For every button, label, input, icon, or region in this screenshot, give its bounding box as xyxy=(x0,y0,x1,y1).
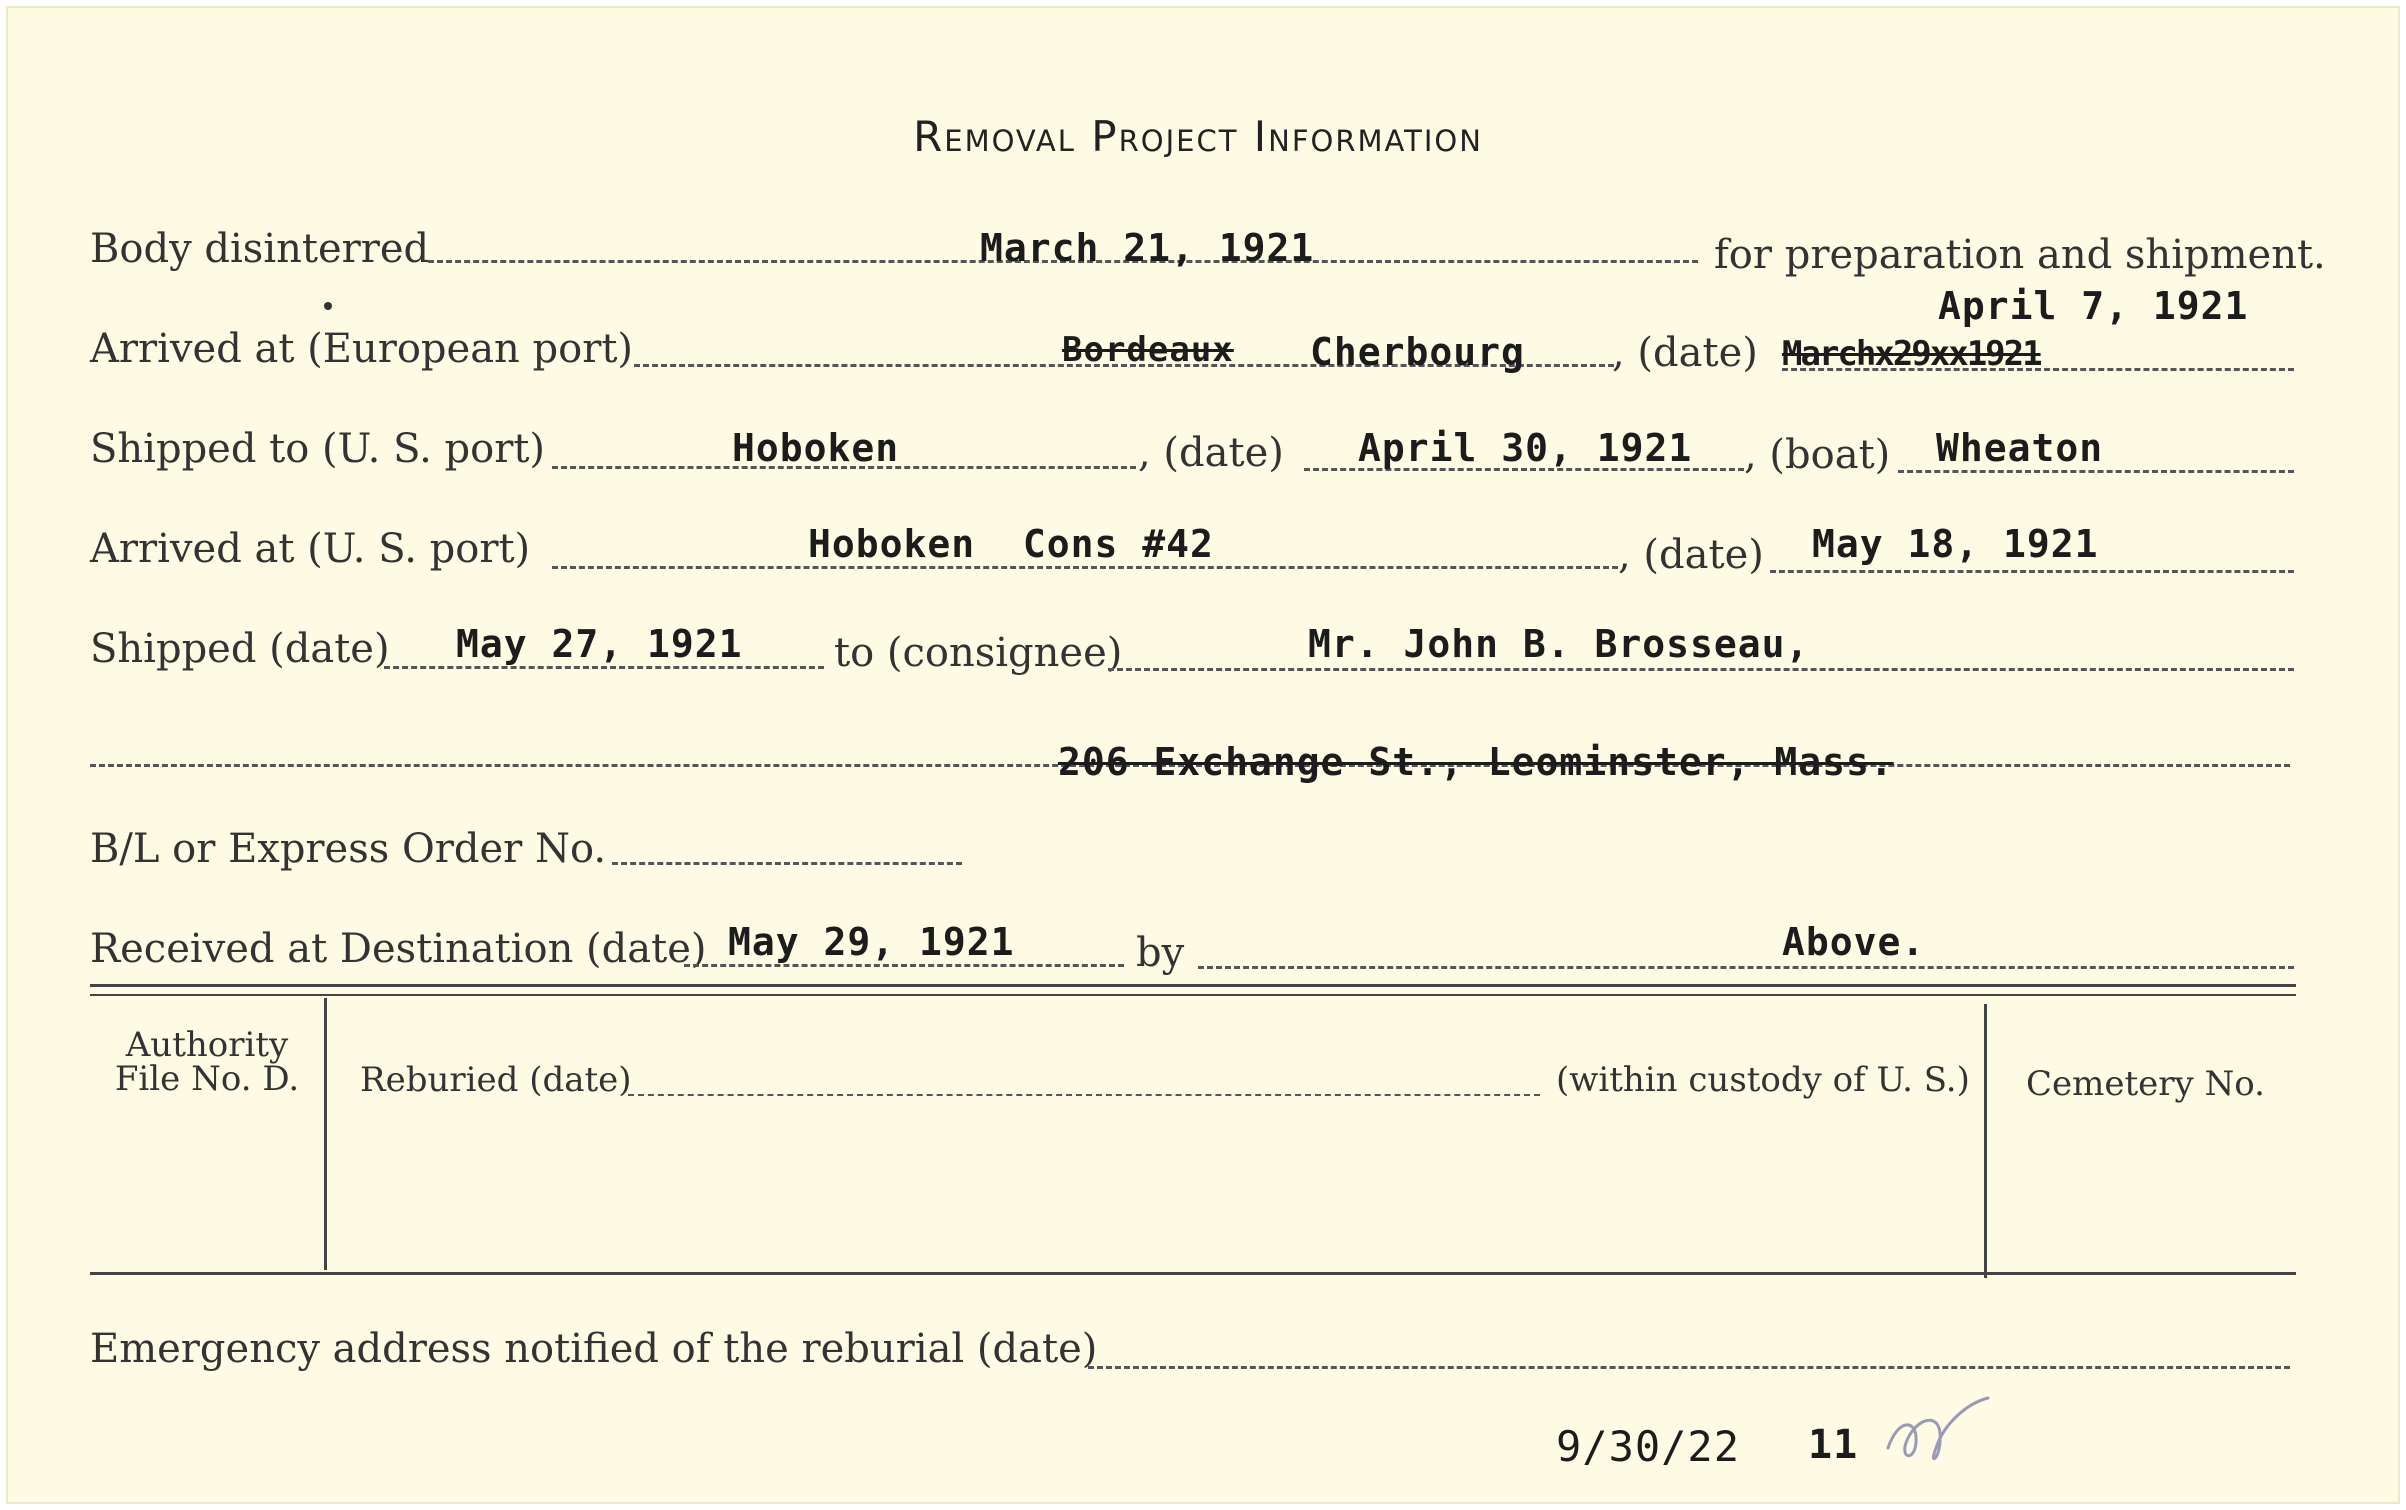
boat-line xyxy=(1898,470,2294,473)
box-divider-right xyxy=(1984,1004,1987,1278)
arrived-european-date-struck: Marchx29xx1921 xyxy=(1782,334,2041,374)
bottom-rule xyxy=(90,1272,2296,1275)
arrived-european-date-label: , (date) xyxy=(1612,330,1758,376)
by-line xyxy=(1198,966,2294,969)
box-divider-left xyxy=(324,998,327,1270)
by-value: Above. xyxy=(1782,920,1926,964)
arrived-european-date-value: April 7, 1921 xyxy=(1938,284,2249,328)
shipped-date-label: , (date) xyxy=(1138,430,1284,476)
received-label: Received at Destination (date) xyxy=(90,926,707,972)
emergency-line xyxy=(1088,1366,2290,1369)
record-card xyxy=(6,6,2400,1504)
body-disinterred-label: Body disinterred xyxy=(90,226,430,272)
shipped-label: Shipped (date) xyxy=(90,626,390,672)
footer-number: 11 xyxy=(1808,1422,1859,1468)
reburied-line xyxy=(628,1094,1540,1096)
consignee-label: to (consignee) xyxy=(834,630,1123,676)
boat-value: Wheaton xyxy=(1936,426,2104,470)
ink-dot xyxy=(324,302,332,310)
shipped-us-port-label: Shipped to (U. S. port) xyxy=(90,426,545,472)
consignee-line xyxy=(1108,668,2294,671)
consignee-value: Mr. John B. Brosseau, xyxy=(1308,622,1810,666)
received-value: May 29, 1921 xyxy=(728,920,1015,964)
arrived-us-date-label: , (date) xyxy=(1618,532,1764,578)
arrived-us-port-line xyxy=(552,566,1618,569)
by-label: by xyxy=(1136,930,1185,976)
footer-date: 9/30/22 xyxy=(1556,1422,1741,1471)
form-title: Removal Project Information xyxy=(913,112,1483,161)
authority-line1: Authority xyxy=(125,1025,289,1065)
bl-label: B/L or Express Order No. xyxy=(90,826,607,872)
shipped-value: May 27, 1921 xyxy=(456,622,743,666)
top-rule-1 xyxy=(90,984,2296,987)
cemetery-label: Cemetery No. xyxy=(2026,1064,2265,1104)
shipped-us-port-value: Hoboken xyxy=(732,426,900,470)
arrived-us-date-line xyxy=(1770,570,2294,573)
shipped-line xyxy=(384,666,824,669)
received-line xyxy=(684,964,1124,967)
shipped-date-value: April 30, 1921 xyxy=(1358,426,1693,470)
arrived-european-port-value: Cherbourg xyxy=(1310,330,1525,374)
top-rule-2 xyxy=(90,994,2296,996)
arrived-european-port-label: Arrived at (European port) xyxy=(90,326,634,372)
bl-line xyxy=(612,862,962,865)
consignee-address: 206 Exchange St., Leominster, Mass. xyxy=(1058,740,1894,784)
handwritten-initials xyxy=(1878,1388,1998,1478)
body-disinterred-value: March 21, 1921 xyxy=(980,226,1315,270)
authority-line2: File No. D. xyxy=(114,1059,300,1099)
arrived-european-port-struck: Bordeaux xyxy=(1062,330,1234,370)
boat-label: , (boat) xyxy=(1744,432,1891,478)
arrived-us-port-label: Arrived at (U. S. port) xyxy=(90,526,531,572)
arrived-us-port-value: Hoboken Cons #42 xyxy=(808,522,1214,566)
custody-label: (within custody of U. S.) xyxy=(1556,1060,1970,1100)
reburied-label: Reburied (date) xyxy=(360,1060,632,1100)
arrived-us-date-value: May 18, 1921 xyxy=(1812,522,2099,566)
emergency-label: Emergency address notified of the reburial (date) xyxy=(90,1326,1098,1372)
prep-shipment-label: for preparation and shipment. xyxy=(1714,232,2326,278)
